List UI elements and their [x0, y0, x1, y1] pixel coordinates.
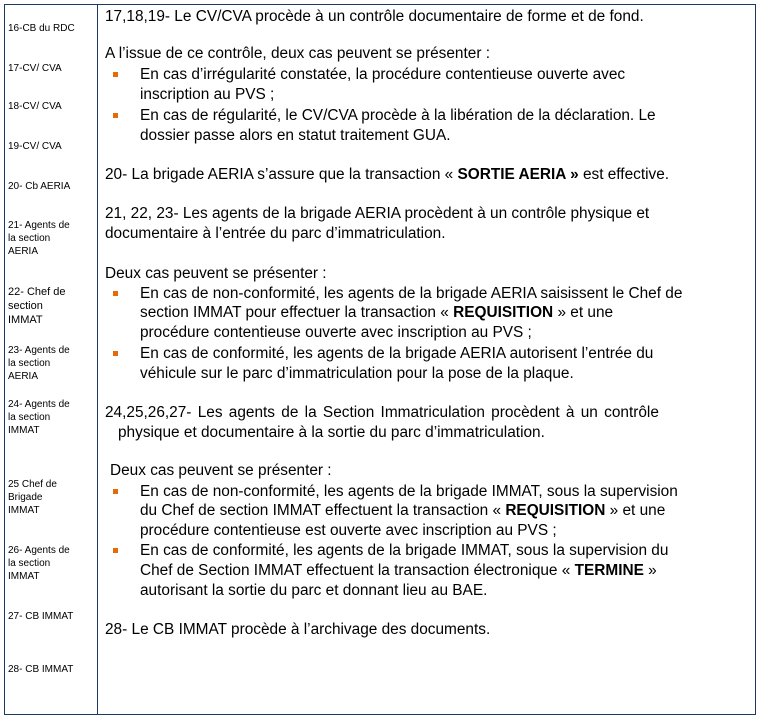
text-two-cases-1: Deux cas peuvent se présenter :: [105, 265, 327, 282]
label-16: 16-CB du RDC: [8, 23, 75, 34]
label-22-line-1: 22- Chef de: [8, 286, 66, 298]
label-24-line-3: IMMAT: [8, 425, 40, 436]
text-nonconf-aeria-2a: section IMMAT pour effectuer la transaction «: [140, 304, 449, 321]
label-28: 28- CB IMMAT: [8, 664, 74, 675]
text-conf-immat-2: [140, 561, 657, 581]
bullet-icon: [113, 113, 118, 118]
text-nonconf-immat-2c: » et une: [609, 502, 666, 519]
label-24-line-1: 24- Agents de: [8, 399, 70, 410]
text-nonconf-immat-1: En cas de non-conformité, les agents de la brigade IMMAT, sous la supervision: [140, 483, 678, 500]
label-21-line-1: 21- Agents de: [8, 220, 70, 231]
label-26-line-1: 26- Agents de: [8, 545, 70, 556]
label-21: [8, 219, 90, 258]
label-22-line-2: section: [8, 300, 43, 312]
label-22-line-3: IMMAT: [8, 314, 43, 326]
label-18: 18-CV/ CVA: [8, 101, 62, 112]
text-nonconf-aeria-1: En cas de non-conformité, les agents de la brigade AERIA saisissent le Chef de: [140, 285, 683, 302]
label-19: 19-CV/ CVA: [8, 141, 62, 152]
label-23-line-2: la section: [8, 358, 51, 369]
column-divider: [97, 5, 98, 714]
bullet-icon: [113, 72, 118, 77]
text-irregularity-1: En cas d’irrégularité constatée, la procédure contentieuse ouverte avec: [140, 66, 626, 83]
text-conf-immat-2c: »: [648, 562, 657, 579]
label-25-line-2: Brigade: [8, 492, 43, 503]
text-conf-immat-3: autorisant la sortie du parc et donnant lieu au BAE.: [140, 582, 488, 599]
text-24-27-2: physique et documentaire à la sortie du parc d’immatriculation.: [118, 424, 545, 441]
label-23-line-1: 23- Agents de: [8, 345, 70, 356]
label-24: [8, 398, 90, 437]
label-25-line-1: 25 Chef de: [8, 479, 57, 490]
text-21-23-2: documentaire à l’entrée du parc d’immatriculation.: [105, 225, 446, 242]
label-26-line-3: IMMAT: [8, 571, 40, 582]
label-26-line-2: la section: [8, 558, 51, 569]
text-20-bold: SORTIE AERIA »: [457, 166, 579, 183]
text-nonconf-immat-2a: du Chef de section IMMAT effectuent la transaction «: [140, 502, 502, 519]
text-termine-bold: TERMINE: [574, 562, 644, 579]
label-24-line-2: la section: [8, 412, 51, 423]
label-25-line-3: IMMAT: [8, 505, 40, 516]
text-nonconf-aeria-2c: » et une: [557, 304, 614, 321]
label-17: 17-CV/ CVA: [8, 63, 62, 74]
label-23-line-3: AERIA: [8, 371, 39, 382]
text-irregularity-2: inscription au PVS ;: [140, 86, 275, 103]
label-23: [8, 344, 90, 383]
text-regularity-2: dossier passe alors en statut traitement GUA.: [140, 127, 451, 144]
text-conf-aeria-2: véhicule sur le parc d’immatriculation pour la pose de la plaque.: [140, 365, 574, 382]
bullet-icon: [113, 291, 118, 296]
label-22: [8, 285, 90, 327]
label-21-line-3: AERIA: [8, 246, 39, 257]
text-nonconf-aeria-2: [140, 303, 613, 323]
text-17-19: 17,18,19- Le CV/CVA procède à un contrôle documentaire de forme et de fond.: [105, 8, 644, 25]
text-28: 28- Le CB IMMAT procède à l’archivage des documents.: [105, 621, 491, 638]
bullet-icon: [113, 351, 118, 356]
text-20-part-1: 20- La brigade AERIA s’assure que la transaction «: [105, 166, 454, 183]
text-requisition-bold-2: REQUISITION: [505, 502, 606, 519]
label-27: 27- CB IMMAT: [8, 611, 74, 622]
label-25: [8, 478, 90, 517]
text-requisition-bold: REQUISITION: [453, 304, 554, 321]
text-20-part-3: est effective.: [582, 166, 670, 183]
text-24-27-1: 24,25,26,27- Les agents de la Section Immatriculation procèdent à un contrôle: [105, 404, 659, 421]
text-nonconf-immat-3: procédure contentieuse est ouverte avec inscription au PVS ;: [140, 522, 557, 539]
label-20: 20- Cb AERIA: [8, 181, 71, 192]
text-issue-intro: A l’issue de ce contrôle, deux cas peuvent se présenter :: [105, 45, 490, 62]
text-regularity-1: En cas de régularité, le CV/CVA procède à la libération de la déclaration. Le: [140, 107, 656, 124]
text-conf-immat-1: En cas de conformité, les agents de la brigade IMMAT, sous la supervision du: [140, 542, 669, 559]
text-21-23-1: 21, 22, 23- Les agents de la brigade AERIA procèdent à un contrôle physique et: [105, 205, 650, 222]
text-nonconf-immat-2: [140, 501, 665, 521]
text-two-cases-2: Deux cas peuvent se présenter :: [110, 462, 332, 479]
label-21-line-2: la section: [8, 233, 51, 244]
text-20: [105, 165, 669, 185]
text-conf-immat-2a: Chef de Section IMMAT effectuent la transaction électronique «: [140, 562, 571, 579]
label-26: [8, 544, 90, 583]
text-conf-aeria-1: En cas de conformité, les agents de la brigade AERIA autorisent l’entrée du: [140, 345, 654, 362]
bullet-icon: [113, 548, 118, 553]
text-nonconf-aeria-3: procédure contentieuse ouverte avec inscription au PVS ;: [140, 324, 532, 341]
bullet-icon: [113, 489, 118, 494]
